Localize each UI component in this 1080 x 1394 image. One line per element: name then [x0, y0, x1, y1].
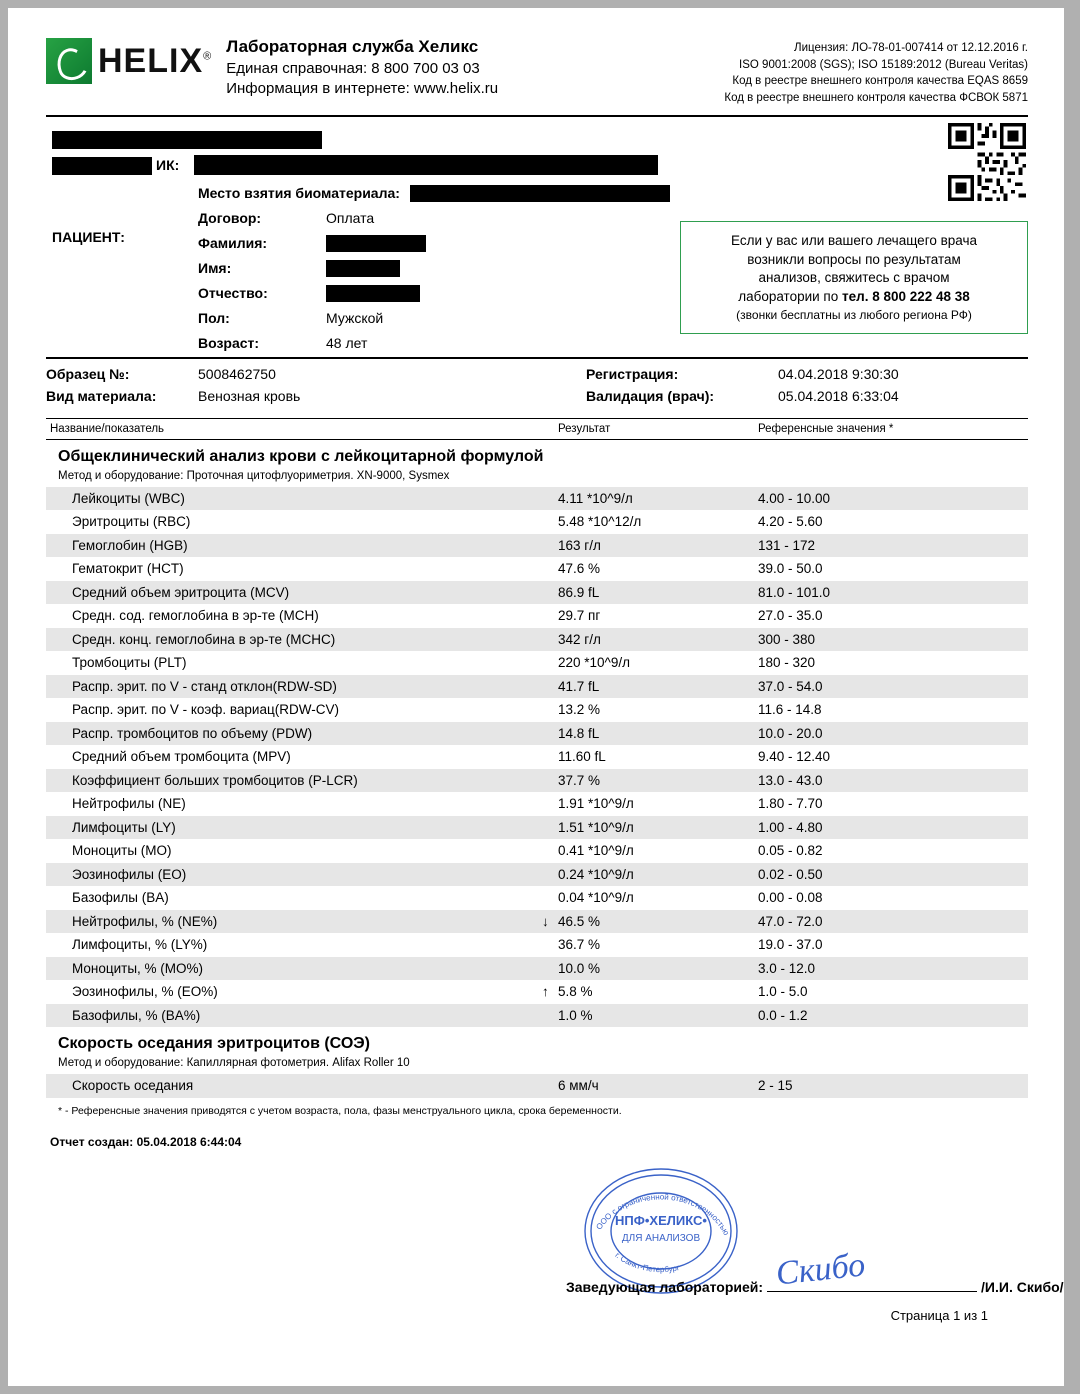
row-result-value: 0.04 *10^9/л: [558, 890, 634, 906]
results-rows-esr: [46, 1074, 1028, 1098]
field-firstname: [198, 256, 718, 281]
note-line-3: анализов, свяжитесь с врачом: [758, 270, 950, 286]
row-analyte-name: Распр. эрит. по V - станд отклон(RDW-SD): [72, 678, 337, 694]
row-reference-range: 4.20 - 5.60: [758, 514, 823, 530]
table-row: [46, 651, 1028, 675]
logo-wordmark: [98, 44, 212, 78]
row-reference-range: 0.02 - 0.50: [758, 866, 823, 882]
redacted-patronymic: [326, 285, 420, 302]
sample-number-label: Образец №:: [46, 365, 130, 382]
table-row: [46, 816, 1028, 840]
row-reference-range: 37.0 - 54.0: [758, 678, 823, 694]
stamp-sub-text: ДЛЯ АНАЛИЗОВ: [621, 1232, 701, 1244]
row-result-value: 0.24 *10^9/л: [558, 866, 634, 882]
redacted-ik-value: [194, 155, 658, 175]
row-reference-range: 1.80 - 7.70: [758, 796, 823, 812]
note-line-4: [689, 288, 1019, 307]
column-header-name: Название/показатель: [50, 422, 165, 435]
signature-line: [566, 1279, 1064, 1295]
patient-section: [46, 117, 1028, 357]
results-rows-cbc: [46, 487, 1028, 1028]
row-reference-range: 13.0 - 43.0: [758, 772, 823, 788]
table-row: [46, 910, 1028, 934]
field-label-biomaterial-place: Место взятия биоматериала:: [198, 185, 400, 202]
field-label-firstname: Имя:: [198, 260, 232, 277]
row-result-value: 220 *10^9/л: [558, 655, 631, 671]
table-row: [46, 886, 1028, 910]
row-flag-icon: ↑: [542, 984, 549, 1000]
logo-text: HELIX: [98, 42, 204, 80]
ik-label: ИК:: [156, 156, 180, 173]
material-value: Венозная кровь: [198, 387, 301, 404]
report-created: [46, 1117, 1028, 1149]
column-header-result: Результат: [558, 422, 611, 435]
field-sex: [198, 306, 718, 331]
handwritten-signature: Скибо: [774, 1246, 867, 1293]
patient-label: ПАЦИЕНТ:: [52, 228, 125, 245]
field-label-sex: Пол:: [198, 310, 230, 327]
row-analyte-name: Средн. сод. гемоглобина в эр-те (MCH): [72, 608, 319, 624]
registration-row: [586, 366, 899, 388]
table-row: [46, 534, 1028, 558]
qr-code: [948, 123, 1026, 201]
row-result-value: 13.2 %: [558, 702, 601, 718]
table-row: [46, 933, 1028, 957]
table-row: [46, 745, 1028, 769]
signature-section: [46, 1175, 1064, 1325]
table-row: [46, 675, 1028, 699]
field-biomaterial-place: [198, 181, 718, 206]
table-row: [46, 1074, 1028, 1098]
table-row: [46, 863, 1028, 887]
row-analyte-name: Нейтрофилы, % (NE%): [72, 913, 218, 929]
row-analyte-name: Коэффициент больших тромбоцитов (P-LCR): [72, 772, 358, 788]
row-reference-range: 39.0 - 50.0: [758, 561, 823, 577]
row-result-value: 10.0 %: [558, 960, 601, 976]
row-analyte-name: Гемоглобин (HGB): [72, 537, 188, 553]
field-patronymic: [198, 281, 718, 306]
sample-number-value: 5008462750: [198, 365, 276, 382]
field-contract: [198, 206, 718, 231]
note-line-2: возникли вопросы по результатам: [747, 251, 961, 267]
row-result-value: 1.0 %: [558, 1007, 593, 1023]
redacted-clinic-name: [52, 131, 322, 149]
website-text: Информация в интернете: www.helix.ru: [226, 80, 499, 98]
row-result-value: 47.6 %: [558, 561, 601, 577]
table-row: [46, 957, 1028, 981]
row-analyte-name: Средний объем эритроцита (MCV): [72, 584, 290, 600]
row-reference-range: 19.0 - 37.0: [758, 937, 823, 953]
row-result-value: 14.8 fL: [558, 725, 600, 741]
field-label-lastname: Фамилия:: [198, 235, 268, 252]
field-label-age: Возраст:: [198, 335, 260, 352]
table-row: [46, 980, 1028, 1004]
row-reference-range: 11.6 - 14.8: [758, 702, 822, 718]
table-row: [46, 722, 1028, 746]
report-page: [8, 8, 1064, 1386]
field-lastname: [198, 231, 718, 256]
row-analyte-name: Эритроциты (RBC): [72, 514, 191, 530]
group-method-esr: Метод и оборудование: Капиллярная фотометрия. Alifax Roller 10: [58, 1057, 410, 1070]
row-result-value: 46.5 %: [558, 913, 601, 929]
row-reference-range: 47.0 - 72.0: [758, 913, 823, 929]
row-result-value: 11.60 fL: [558, 749, 606, 765]
table-row: [46, 839, 1028, 863]
field-value-sex: Мужской: [326, 310, 384, 327]
row-analyte-name: Распр. тромбоцитов по объему (PDW): [72, 725, 313, 741]
material-label: Вид материала:: [46, 387, 157, 404]
group-title-cbc: Общеклинический анализ крови с лейкоцитарной формулой: [58, 447, 544, 465]
redacted-lastname: [326, 235, 426, 252]
row-analyte-name: Эозинофилы (EO): [72, 866, 187, 882]
row-reference-range: 1.0 - 5.0: [758, 984, 808, 1000]
row-reference-range: 3.0 - 12.0: [758, 960, 816, 976]
row-result-value: 86.9 fL: [558, 584, 600, 600]
table-row: [46, 698, 1028, 722]
registration-label: Регистрация:: [586, 365, 679, 382]
row-analyte-name: Лейкоциты (WBC): [72, 490, 185, 506]
row-reference-range: 180 - 320: [758, 655, 816, 671]
results-column-header: [46, 418, 1028, 440]
row-result-value: 1.51 *10^9/л: [558, 819, 634, 835]
license-line-2: ISO 9001:2008 (SGS); ISO 15189:2012 (Bureau Veritas): [739, 58, 1028, 71]
row-reference-range: 81.0 - 101.0: [758, 584, 831, 600]
row-result-value: 37.7 %: [558, 772, 601, 788]
row-analyte-name: Базофилы, % (BA%): [72, 1007, 201, 1023]
sample-dates: [586, 366, 899, 410]
helix-mark-icon: [46, 38, 92, 84]
table-row: [46, 628, 1028, 652]
patient-fields: [198, 181, 718, 356]
validation-value: 05.04.2018 6:33:04: [778, 387, 899, 404]
row-analyte-name: Средн. конц. гемоглобина в эр-те (MCHC): [72, 631, 336, 647]
row-analyte-name: Нейтрофилы (NE): [72, 796, 186, 812]
row-result-value: 36.7 %: [558, 937, 601, 953]
row-result-value: 29.7 пг: [558, 608, 601, 624]
row-analyte-name: Лимфоциты (LY): [72, 819, 176, 835]
helix-logo: [46, 34, 212, 84]
note-phone: тел. 8 800 222 48 38: [842, 289, 970, 305]
row-analyte-name: Средний объем тромбоцита (MPV): [72, 749, 291, 765]
redacted-firstname: [326, 260, 400, 277]
row-reference-range: 2 - 15: [758, 1078, 793, 1094]
document-header: [46, 34, 1028, 117]
table-row: [46, 792, 1028, 816]
report-created-label: Отчет создан:: [50, 1134, 134, 1149]
column-header-reference: Референсные значения *: [758, 422, 894, 435]
stamp-inner-text: НПФ•ХЕЛИКС•: [615, 1212, 707, 1228]
row-result-value: 342 г/л: [558, 631, 601, 647]
row-analyte-name: Эозинофилы, % (EO%): [72, 984, 218, 1000]
note-line-5: (звонки бесплатны из любого региона РФ): [736, 308, 972, 323]
row-flag-icon: ↓: [542, 913, 549, 929]
row-analyte-name: Лимфоциты, % (LY%): [72, 937, 208, 953]
license-line-1: Лицензия: ЛО-78-01-007414 от 12.12.2016 г.: [794, 42, 1028, 54]
field-value-contract: Оплата: [326, 210, 375, 227]
row-result-value: 5.48 *10^12/л: [558, 514, 642, 530]
row-reference-range: 0.05 - 0.82: [758, 843, 823, 859]
row-reference-range: 0.0 - 1.2: [758, 1007, 808, 1023]
row-reference-range: 9.40 - 12.40: [758, 749, 831, 765]
field-value-age: 48 лет: [326, 335, 368, 352]
row-analyte-name: Моноциты (MO): [72, 843, 172, 859]
row-reference-range: 1.00 - 4.80: [758, 819, 823, 835]
row-analyte-name: Моноциты, % (MO%): [72, 960, 204, 976]
table-row: [46, 487, 1028, 511]
signature-label: Заведующая лабораторией:: [566, 1278, 764, 1295]
stamp-outer-text: ООО с ограниченной ответственностью: [594, 1192, 731, 1237]
row-result-value: 6 мм/ч: [558, 1078, 599, 1094]
table-row: [46, 557, 1028, 581]
row-result-value: 41.7 fL: [558, 678, 600, 694]
table-row: [46, 769, 1028, 793]
row-reference-range: 131 - 172: [758, 537, 816, 553]
field-label-contract: Договор:: [198, 210, 262, 227]
sample-section: [46, 357, 1028, 418]
report-created-value: 05.04.2018 6:44:04: [136, 1134, 242, 1149]
row-analyte-name: Базофилы (BA): [72, 890, 169, 906]
row-result-value: 5.8 %: [558, 984, 593, 1000]
svg-text:г. Санкт-Петербург: [613, 1250, 680, 1274]
row-reference-range: 10.0 - 20.0: [758, 725, 823, 741]
field-label-patronymic: Отчество:: [198, 285, 268, 302]
table-row: [46, 604, 1028, 628]
note-line-4-prefix: лаборатории по: [738, 289, 842, 305]
logo-registered-icon: ®: [203, 50, 213, 63]
note-line-1: Если у вас или вашего лечащего врача: [730, 232, 978, 248]
table-row: [46, 581, 1028, 605]
row-result-value: 163 г/л: [558, 537, 601, 553]
row-reference-range: 300 - 380: [758, 631, 816, 647]
validation-row: [586, 388, 899, 410]
contact-note: [680, 221, 1028, 334]
row-result-value: 4.11 *10^9/л: [558, 490, 633, 506]
row-analyte-name: Скорость оседания: [72, 1078, 194, 1094]
row-reference-range: 0.00 - 0.08: [758, 890, 823, 906]
page-number: Страница 1 из 1: [890, 1307, 988, 1323]
row-reference-range: 27.0 - 35.0: [758, 608, 823, 624]
field-age: [198, 331, 718, 356]
row-reference-range: 4.00 - 10.00: [758, 490, 831, 506]
signature-underline: [767, 1291, 977, 1292]
table-row: [46, 1004, 1028, 1028]
registration-value: 04.04.2018 9:30:30: [778, 365, 899, 382]
signature-name: /И.И. Скибо/: [981, 1278, 1064, 1295]
table-row: [46, 510, 1028, 534]
row-result-value: 0.41 *10^9/л: [558, 843, 634, 859]
hotline-text: Единая справочная: 8 800 700 03 03: [226, 59, 480, 77]
row-result-value: 1.91 *10^9/л: [558, 796, 634, 812]
company-name: Лабораторная служба Хеликс: [226, 37, 479, 56]
validation-label: Валидация (врач):: [586, 387, 715, 404]
redacted-biomaterial-place: [410, 185, 670, 202]
row-analyte-name: Гематокрит (HCT): [72, 561, 184, 577]
license-block: [724, 34, 1028, 107]
license-line-4: Код в реестре внешнего контроля качества ФСВОК 5871: [724, 92, 1028, 105]
group-method-cbc: Метод и оборудование: Проточная цитофлуориметрия. XN-9000, Sysmex: [58, 469, 450, 482]
stamp-city-text: г. Санкт-Петербург: [613, 1250, 681, 1274]
redacted-ik-prefix: [52, 157, 152, 175]
row-analyte-name: Распр. эрит. по V - коэф. вариац(RDW-CV): [72, 702, 339, 718]
group-title-esr: Скорость оседания эритроцитов (СОЭ): [58, 1035, 370, 1053]
row-analyte-name: Тромбоциты (PLT): [72, 655, 187, 671]
license-line-3: Код в реестре внешнего контроля качества EQAS 8659: [732, 75, 1028, 88]
reference-footnote: * - Референсные значения приводятся с учетом возраста, пола, фазы менструального цикла, срока беременности.: [58, 1104, 622, 1117]
